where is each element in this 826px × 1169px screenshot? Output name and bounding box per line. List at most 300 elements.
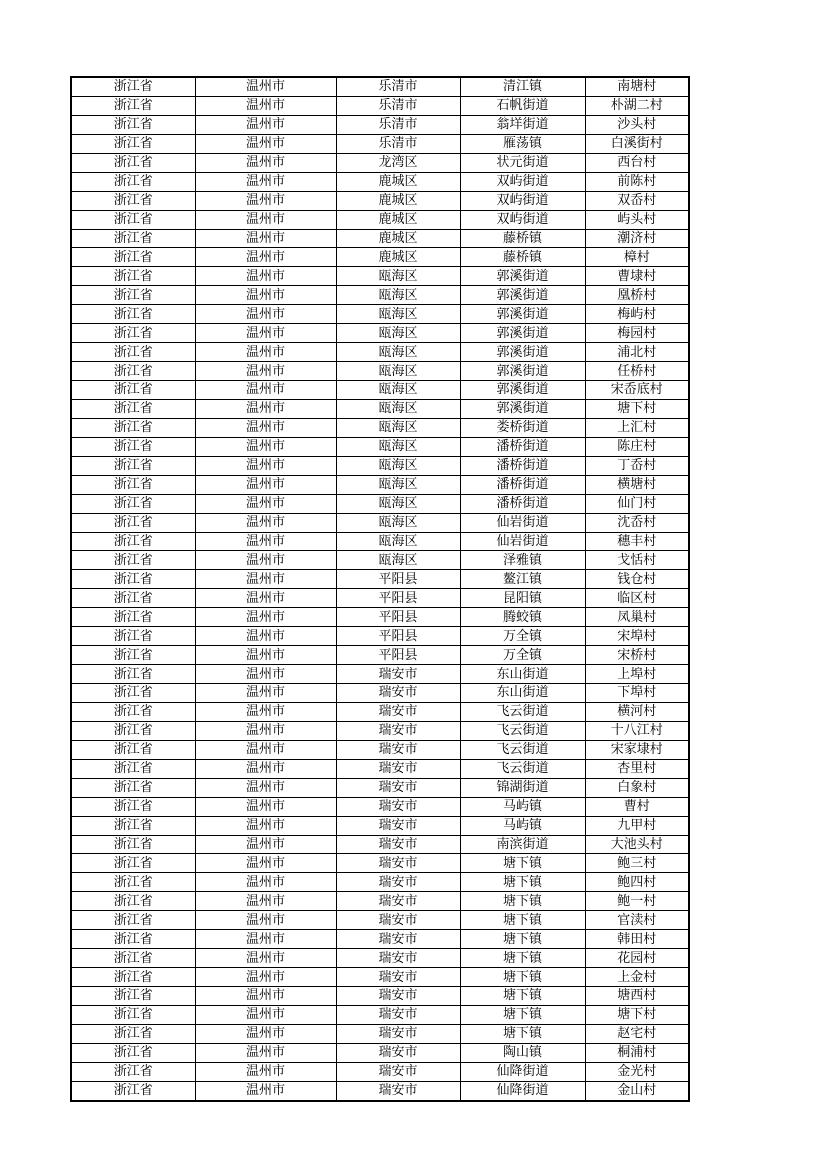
village-cell: 双岙村 [585,191,689,210]
village-cell: 塘西村 [585,987,689,1006]
city-cell: 温州市 [195,1043,336,1062]
city-cell: 温州市 [195,324,336,343]
village-cell: 下埠村 [585,684,689,703]
district-cell: 乐清市 [336,96,460,115]
province-cell: 浙江省 [71,153,195,172]
district-cell: 瑞安市 [336,892,460,911]
table-row [71,437,689,456]
district-cell: 瑞安市 [336,873,460,892]
town-cell: 东山街道 [460,665,585,684]
table-row [71,1043,689,1062]
province-cell: 浙江省 [71,286,195,305]
table-row [71,816,689,835]
table-row [71,949,689,968]
province-cell: 浙江省 [71,721,195,740]
village-cell: 沙头村 [585,115,689,134]
table-row [71,1005,689,1024]
city-cell: 温州市 [195,797,336,816]
table-row [71,608,689,627]
district-cell: 瑞安市 [336,968,460,987]
district-cell: 瓯海区 [336,513,460,532]
province-cell: 浙江省 [71,418,195,437]
table-row [71,835,689,854]
town-cell: 郭溪街道 [460,286,585,305]
city-cell: 温州市 [195,930,336,949]
city-cell: 温州市 [195,1081,336,1100]
table-row [71,418,689,437]
town-cell: 锦湖街道 [460,778,585,797]
district-cell: 瓯海区 [336,456,460,475]
village-cell: 凰桥村 [585,286,689,305]
table-row [71,248,689,267]
province-cell: 浙江省 [71,77,195,96]
province-cell: 浙江省 [71,835,195,854]
village-cell: 前陈村 [585,172,689,191]
town-cell: 塘下镇 [460,892,585,911]
village-cell: 塘下村 [585,399,689,418]
city-cell: 温州市 [195,646,336,665]
village-cell: 凤巢村 [585,608,689,627]
city-cell: 温州市 [195,96,336,115]
town-cell: 双屿街道 [460,172,585,191]
city-cell: 温州市 [195,835,336,854]
table-row [71,494,689,513]
table-row [71,362,689,381]
province-cell: 浙江省 [71,892,195,911]
town-cell: 南滨街道 [460,835,585,854]
province-cell: 浙江省 [71,343,195,362]
table-row [71,513,689,532]
district-cell: 瑞安市 [336,949,460,968]
province-cell: 浙江省 [71,589,195,608]
city-cell: 温州市 [195,873,336,892]
town-cell: 塘下镇 [460,854,585,873]
district-cell: 平阳县 [336,589,460,608]
town-cell: 塘下镇 [460,1024,585,1043]
village-cell: 任桥村 [585,362,689,381]
city-cell: 温州市 [195,381,336,400]
district-cell: 瑞安市 [336,702,460,721]
village-cell: 潮济村 [585,229,689,248]
province-cell: 浙江省 [71,305,195,324]
town-cell: 郭溪街道 [460,343,585,362]
city-cell: 温州市 [195,1062,336,1081]
town-cell: 娄桥街道 [460,418,585,437]
district-cell: 瑞安市 [336,778,460,797]
city-cell: 温州市 [195,721,336,740]
province-cell: 浙江省 [71,816,195,835]
province-cell: 浙江省 [71,1081,195,1100]
district-cell: 瑞安市 [336,1024,460,1043]
village-cell: 戈恬村 [585,551,689,570]
village-cell: 宋岙底村 [585,381,689,400]
table-row [71,873,689,892]
district-cell: 瓯海区 [336,267,460,286]
village-cell: 桐浦村 [585,1043,689,1062]
village-cell: 赵宅村 [585,1024,689,1043]
table-row [71,96,689,115]
district-cell: 瓯海区 [336,381,460,400]
town-cell: 塘下镇 [460,930,585,949]
village-cell: 九甲村 [585,816,689,835]
district-cell: 瓯海区 [336,362,460,381]
town-cell: 塘下镇 [460,987,585,1006]
province-cell: 浙江省 [71,949,195,968]
city-cell: 温州市 [195,191,336,210]
table-row [71,399,689,418]
province-cell: 浙江省 [71,968,195,987]
village-cell: 鲍四村 [585,873,689,892]
province-cell: 浙江省 [71,248,195,267]
village-cell: 白象村 [585,778,689,797]
village-cell: 上埠村 [585,665,689,684]
table-row [71,930,689,949]
city-cell: 温州市 [195,248,336,267]
province-cell: 浙江省 [71,608,195,627]
district-cell: 瑞安市 [336,721,460,740]
province-cell: 浙江省 [71,267,195,286]
province-cell: 浙江省 [71,210,195,229]
province-cell: 浙江省 [71,570,195,589]
city-cell: 温州市 [195,475,336,494]
district-cell: 鹿城区 [336,172,460,191]
district-cell: 瑞安市 [336,930,460,949]
village-cell: 塘下村 [585,1005,689,1024]
province-cell: 浙江省 [71,513,195,532]
table-row [71,684,689,703]
city-cell: 温州市 [195,210,336,229]
district-cell: 瓯海区 [336,305,460,324]
table-row [71,665,689,684]
city-cell: 温州市 [195,229,336,248]
town-cell: 潘桥街道 [460,437,585,456]
city-cell: 温州市 [195,702,336,721]
province-cell: 浙江省 [71,1024,195,1043]
village-cell: 浦北村 [585,343,689,362]
table-row [71,968,689,987]
district-cell: 瑞安市 [336,1043,460,1062]
town-cell: 藤桥镇 [460,248,585,267]
province-cell: 浙江省 [71,759,195,778]
town-cell: 塘下镇 [460,968,585,987]
province-cell: 浙江省 [71,96,195,115]
city-cell: 温州市 [195,494,336,513]
town-cell: 泽雅镇 [460,551,585,570]
town-cell: 飞云街道 [460,740,585,759]
town-cell: 昆阳镇 [460,589,585,608]
village-cell: 梅园村 [585,324,689,343]
village-cell: 鲍一村 [585,892,689,911]
village-cell: 大池头村 [585,835,689,854]
village-cell: 南塘村 [585,77,689,96]
village-cell: 上金村 [585,968,689,987]
district-cell: 瓯海区 [336,399,460,418]
city-cell: 温州市 [195,589,336,608]
table-row [71,778,689,797]
table-row [71,854,689,873]
city-cell: 温州市 [195,153,336,172]
town-cell: 鳌江镇 [460,570,585,589]
district-cell: 龙湾区 [336,153,460,172]
province-cell: 浙江省 [71,740,195,759]
district-cell: 瑞安市 [336,1005,460,1024]
table-row [71,797,689,816]
district-cell: 瓯海区 [336,286,460,305]
town-cell: 潘桥街道 [460,456,585,475]
province-cell: 浙江省 [71,1043,195,1062]
table-row [71,551,689,570]
district-cell: 乐清市 [336,115,460,134]
table-row [71,532,689,551]
village-cell: 穗丰村 [585,532,689,551]
town-cell: 郭溪街道 [460,399,585,418]
village-cell: 宋桥村 [585,646,689,665]
town-cell: 马屿镇 [460,797,585,816]
village-cell: 梅屿村 [585,305,689,324]
district-cell: 瓯海区 [336,494,460,513]
district-cell: 瑞安市 [336,854,460,873]
village-cell: 宋家埭村 [585,740,689,759]
province-cell: 浙江省 [71,191,195,210]
province-cell: 浙江省 [71,456,195,475]
town-cell: 仙岩街道 [460,532,585,551]
city-cell: 温州市 [195,665,336,684]
village-cell: 曹村 [585,797,689,816]
village-cell: 樟村 [585,248,689,267]
district-cell: 瑞安市 [336,797,460,816]
town-cell: 飞云街道 [460,702,585,721]
town-cell: 郭溪街道 [460,362,585,381]
town-cell: 塘下镇 [460,873,585,892]
city-cell: 温州市 [195,949,336,968]
table-row [71,381,689,400]
district-cell: 鹿城区 [336,248,460,267]
city-cell: 温州市 [195,532,336,551]
district-cell: 瑞安市 [336,1081,460,1100]
city-cell: 温州市 [195,115,336,134]
town-cell: 状元街道 [460,153,585,172]
province-cell: 浙江省 [71,1062,195,1081]
table-row [71,646,689,665]
city-cell: 温州市 [195,172,336,191]
district-cell: 瑞安市 [336,987,460,1006]
district-cell: 瑞安市 [336,1062,460,1081]
village-cell: 杏里村 [585,759,689,778]
table-row [71,475,689,494]
town-cell: 清江镇 [460,77,585,96]
village-cell: 金光村 [585,1062,689,1081]
village-cell: 西台村 [585,153,689,172]
table-row [71,892,689,911]
district-cell: 乐清市 [336,134,460,153]
town-cell: 马屿镇 [460,816,585,835]
city-cell: 温州市 [195,608,336,627]
province-cell: 浙江省 [71,665,195,684]
village-cell: 丁岙村 [585,456,689,475]
city-cell: 温州市 [195,778,336,797]
table-row [71,911,689,930]
city-cell: 温州市 [195,456,336,475]
city-cell: 温州市 [195,551,336,570]
village-cell: 十八江村 [585,721,689,740]
town-cell: 潘桥街道 [460,494,585,513]
district-cell: 瑞安市 [336,816,460,835]
province-cell: 浙江省 [71,134,195,153]
city-cell: 温州市 [195,437,336,456]
city-cell: 温州市 [195,854,336,873]
village-cell: 上汇村 [585,418,689,437]
province-cell: 浙江省 [71,684,195,703]
city-cell: 温州市 [195,627,336,646]
district-cell: 瑞安市 [336,665,460,684]
table-row [71,305,689,324]
province-cell: 浙江省 [71,854,195,873]
province-cell: 浙江省 [71,778,195,797]
province-cell: 浙江省 [71,911,195,930]
province-cell: 浙江省 [71,873,195,892]
province-cell: 浙江省 [71,475,195,494]
village-cell: 临区村 [585,589,689,608]
village-cell: 仙门村 [585,494,689,513]
town-cell: 郭溪街道 [460,305,585,324]
table-row [71,627,689,646]
city-cell: 温州市 [195,77,336,96]
table-row [71,267,689,286]
city-cell: 温州市 [195,267,336,286]
city-cell: 温州市 [195,305,336,324]
village-cell: 宋埠村 [585,627,689,646]
province-cell: 浙江省 [71,797,195,816]
town-cell: 雁荡镇 [460,134,585,153]
district-cell: 瑞安市 [336,911,460,930]
city-cell: 温州市 [195,684,336,703]
province-cell: 浙江省 [71,532,195,551]
village-cell: 韩田村 [585,930,689,949]
village-cell: 金山村 [617,1083,657,1099]
table-row [71,210,689,229]
town-cell: 东山街道 [460,684,585,703]
table-row [71,134,689,153]
table-row [71,153,689,172]
town-cell: 塘下镇 [460,1005,585,1024]
district-cell: 瑞安市 [336,835,460,854]
table-row [71,286,689,305]
region-table [70,76,690,1102]
table-row [71,740,689,759]
table-row [71,702,689,721]
province-cell: 浙江省 [71,494,195,513]
province-cell: 浙江省 [71,627,195,646]
district-cell: 瓯海区 [336,551,460,570]
town-cell: 腾蛟镇 [460,608,585,627]
village-cell: 沈岙村 [585,513,689,532]
table-row [71,987,689,1006]
province-cell: 浙江省 [71,229,195,248]
district-cell: 瑞安市 [336,684,460,703]
district-cell: 瓯海区 [336,343,460,362]
district-cell: 平阳县 [336,570,460,589]
table-row [71,229,689,248]
city-cell: 温州市 [195,759,336,778]
table-row [71,77,689,96]
district-cell: 瓯海区 [336,437,460,456]
city-cell: 温州市 [195,362,336,381]
town-cell: 双屿街道 [460,210,585,229]
city-cell: 温州市 [195,911,336,930]
town-cell: 郭溪街道 [460,324,585,343]
table-row [71,1062,689,1081]
table-row [71,589,689,608]
city-cell: 温州市 [195,418,336,437]
city-cell: 温州市 [195,570,336,589]
town-cell: 飞云街道 [460,721,585,740]
table-row [71,456,689,475]
province-cell: 浙江省 [71,930,195,949]
village-cell: 花园村 [585,949,689,968]
village-cell: 横塘村 [585,475,689,494]
village-cell: 屿头村 [585,210,689,229]
town-cell: 双屿街道 [460,191,585,210]
village-cell: 曹埭村 [585,267,689,286]
town-cell: 万全镇 [460,627,585,646]
town-cell: 万全镇 [460,646,585,665]
city-cell: 温州市 [195,343,336,362]
district-cell: 瑞安市 [336,740,460,759]
province-cell: 浙江省 [71,1005,195,1024]
district-cell: 瓯海区 [336,532,460,551]
district-cell: 瑞安市 [336,759,460,778]
village-cell: 陈庄村 [585,437,689,456]
district-cell: 瓯海区 [336,475,460,494]
city-cell: 温州市 [195,968,336,987]
province-cell: 浙江省 [71,324,195,343]
district-cell: 乐清市 [336,77,460,96]
village-cell: 朴湖二村 [585,96,689,115]
province-cell: 浙江省 [71,115,195,134]
province-cell: 浙江省 [71,437,195,456]
table-row [71,570,689,589]
town-cell: 仙降街道 [460,1062,585,1081]
village-cell: 鲍三村 [585,854,689,873]
city-cell: 温州市 [195,892,336,911]
table-row [71,324,689,343]
region-table-body [71,77,689,1101]
district-cell: 鹿城区 [336,191,460,210]
table-row [71,1081,689,1100]
province-cell: 浙江省 [71,646,195,665]
town-cell: 仙降街道 [460,1081,585,1100]
town-cell: 石帆街道 [460,96,585,115]
village-cell: 官渎村 [585,911,689,930]
district-cell: 瓯海区 [336,418,460,437]
province-cell: 浙江省 [71,362,195,381]
town-cell: 仙岩街道 [460,513,585,532]
city-cell: 温州市 [195,1005,336,1024]
district-cell: 平阳县 [336,608,460,627]
town-cell: 藤桥镇 [460,229,585,248]
city-cell: 温州市 [195,1024,336,1043]
city-cell: 温州市 [195,816,336,835]
district-cell: 鹿城区 [336,210,460,229]
table-row [71,172,689,191]
table-row [71,759,689,778]
town-cell: 潘桥街道 [460,475,585,494]
city-cell: 温州市 [195,987,336,1006]
town-cell: 陶山镇 [460,1043,585,1062]
province-cell: 浙江省 [71,702,195,721]
city-cell: 温州市 [195,740,336,759]
district-cell: 鹿城区 [336,229,460,248]
